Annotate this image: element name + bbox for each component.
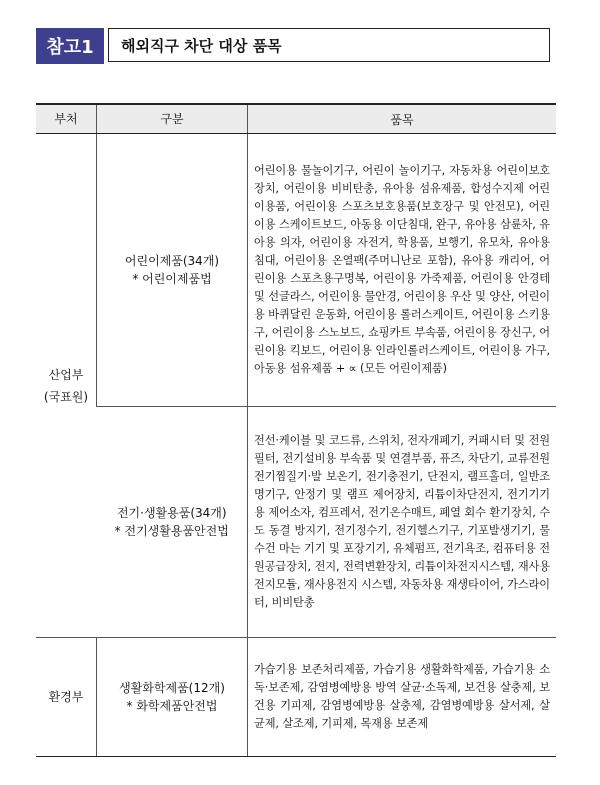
table-row [36,134,556,407]
table-row [36,638,556,757]
items-cell [248,134,557,407]
column-header-category: 구분 [97,104,248,134]
category-name: 어린이제품(34개) [124,254,220,268]
reference-badge: 참고1 [36,28,104,64]
category-cell [97,134,248,407]
table-header-row [36,104,556,134]
table-row [36,407,556,638]
items-cell [248,638,557,757]
title-row [36,28,550,64]
dept-name: 산업부 [48,367,84,382]
column-header-dept: 부처 [36,104,97,134]
category-law: * 화학제품안전법 [126,699,218,713]
category-cell [97,407,248,638]
dept-name: 환경부 [48,690,84,704]
dept-cell [36,638,97,757]
category-name: 전기·생활용품(34개) [116,506,227,520]
column-header-items: 품목 [248,104,557,134]
items-cell [248,407,557,638]
items-list: 어린이용 물놀이기구, 어린이 놀이기구, 자동차용 어린이보호장치, 어린이용 비비탄총, 유아용 섬유제품, 합성수지제 어린이용품, 어린이용 스포츠보호용품(보호장구 및 안전모), 어린이용 스케이트보드, 아동용 이단침대, 완구, 유아용 삼륜차, 유아용 의자, 어린이용 자전거, 학용품, 보행기, 유모차, 유아용 침대, 어린이용 온열팩(주머니난로 포함), 유아용 캐리어, 어린이용 스포츠용구명복, 어린이용 가죽제품, 어린이용 안경테 및 선글라스, 어린이용 물안경, 어린이용 우산 및 양산, 어린이용 바퀴달린 운동화, 어린이용 롤러스케이트, 어린이용 스키용구, 어린이용 스노보드, 쇼핑카트 부속품, 어린이용 장신구, 어린이용 킥보드, 어린이용 인라인롤러스케이트, 어린이용 가구, 아동용 섬유제품 + ∝ (모든 어린이제품) [254,164,550,375]
category-cell [97,638,248,757]
blocked-items-table [36,103,556,757]
category-law: * 전기생활용품안전법 [114,524,229,538]
items-list: 전선·케이블 및 코드류, 스위치, 전자개폐기, 커패시터 및 전원필터, 전기설비용 부속품 및 연결부품, 퓨즈, 차단기, 교류전원 전기찜질기·발 보온기, 전기충전기, 단전지, 램프홀더, 일반조명기구, 안정기 및 램프 제어장치, 리튬이차단전지, 전기기기용 제어소자, 컴프레서, 전기온수매트, 폐열 회수 환기장치, 수도 동결 방지기, 전기정수기, 전기헬스기구, 기포발생기기, 물수건 마는 기기 및 포장기기, 유체펌프, 전기욕조, 컴퓨터용 전원공급장치, 전지, 전력변환장치, 리튬이차전지시스템, 재사용전지모듈, 재사용전지 시스템, 자동차용 재생타이어, 가스라이터, 비비탄총 [254,434,550,609]
category-law: * 어린이제품법 [132,272,212,286]
dept-cell [36,134,97,638]
category-name: 생활화학제품(12개) [119,681,225,695]
page-title: 해외직구 차단 대상 품목 [108,28,550,62]
dept-agency: (국표원) [43,389,89,404]
items-list: 가습기용 보존처리제품, 가습기용 생활화학제품, 가습기용 소독·보존제, 감염병예방용 방역 살균·소독제, 보건용 살충제, 보건용 기피제, 감염병예방용 살충제, 감염병예방용 살서제, 살균제, 살조제, 기피제, 목재용 보존제 [254,663,550,730]
